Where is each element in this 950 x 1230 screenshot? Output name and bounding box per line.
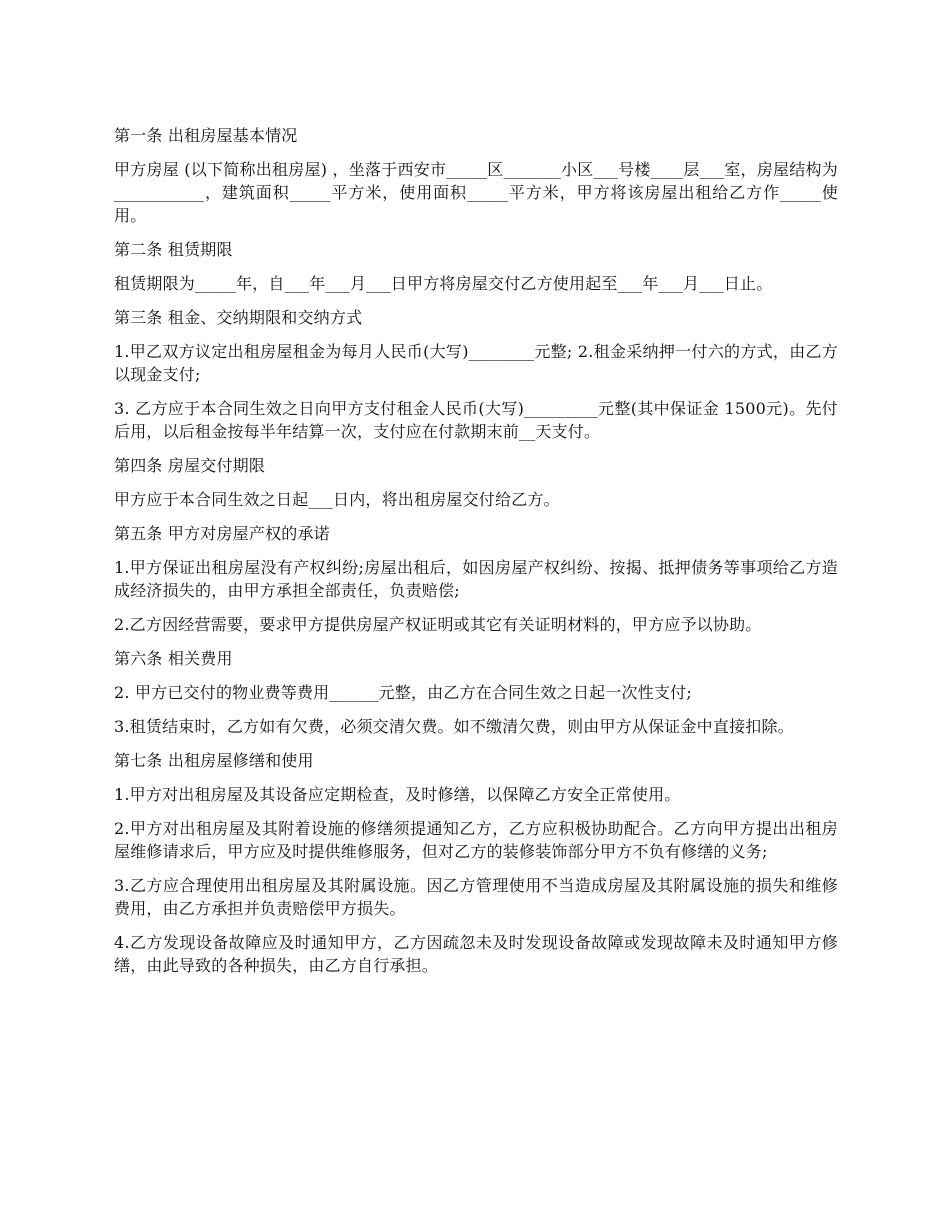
article-7-paragraph-4: 4.乙方发现设备故障应及时通知甲方，乙方因疏忽未及时发现设备故障或发现故障未及时通知甲方修缮，由此导致的各种损失，由乙方自行承担。 [114, 933, 838, 975]
article-3-paragraph-1: 1.甲乙双方议定出租房屋租金为每月人民币(大写)________元整; 2.租金采纳押一付六的方式，由乙方以现金支付; [114, 342, 838, 384]
article-1-paragraph: 甲方房屋 (以下简称出租房屋) ，坐落于西安市_____区_______小区___号楼____层___室，房屋结构为___________，建筑面积_____平方米，使用面积_____平方米，甲方将该房屋出租给乙方作_____使用。 [114, 160, 838, 225]
article-2-heading: 第二条 租赁期限 [114, 240, 233, 259]
article-7-paragraph-2: 2.甲方对出租房屋及其附着设施的修缮须提通知乙方，乙方应积极协助配合。乙方向甲方提出出租房屋维修请求后，甲方应及时提供维修服务，但对乙方的装修装饰部分甲方不负有修缮的义务; [114, 819, 838, 861]
article-3-heading: 第三条 租金、交纳期限和交纳方式 [114, 308, 363, 327]
article-6-paragraph-3: 3.租赁结束时，乙方如有欠费，必须交清欠费。如不缴清欠费，则由甲方从保证金中直接扣除。 [114, 717, 794, 736]
article-6-paragraph-2: 2. 甲方已交付的物业费等费用______元整，由乙方在合同生效之日起一次性支付; [114, 683, 692, 702]
article-3-paragraph-3: 3. 乙方应于本合同生效之日向甲方支付租金人民币(大写)_________元整(其中保证金 1500元)。先付后用，以后租金按每半年结算一次，支付应在付款期末前__天支付。 [114, 399, 838, 441]
article-5-heading: 第五条 甲方对房屋产权的承诺 [114, 524, 330, 543]
article-6-heading: 第六条 相关费用 [114, 649, 233, 668]
article-5-paragraph-2: 2.乙方因经营需要，要求甲方提供房屋产权证明或其它有关证明材料的，甲方应予以协助。 [114, 615, 762, 634]
article-2-paragraph: 租赁期限为_____年，自___年___月___日甲方将房屋交付乙方使用起至___年___月___日止。 [114, 274, 773, 293]
article-7-paragraph-1: 1.甲方对出租房屋及其设备应定期检查，及时修缮，以保障乙方安全正常使用。 [114, 785, 681, 804]
article-5-paragraph-1: 1.甲方保证出租房屋没有产权纠纷;房屋出租后，如因房屋产权纠纷、按揭、抵押债务等事项给乙方造成经济损失的，由甲方承担全部责任，负责赔偿; [114, 558, 838, 600]
article-7-heading: 第七条 出租房屋修缮和使用 [114, 751, 314, 770]
article-4-heading: 第四条 房屋交付期限 [114, 456, 266, 475]
article-1-heading: 第一条 出租房屋基本情况 [114, 126, 298, 145]
article-7-paragraph-3: 3.乙方应合理使用出租房屋及其附属设施。因乙方管理使用不当造成房屋及其附属设施的损失和维修费用，由乙方承担并负责赔偿甲方损失。 [114, 876, 838, 918]
article-4-paragraph: 甲方应于本合同生效之日起___日内，将出租房屋交付给乙方。 [114, 490, 560, 509]
